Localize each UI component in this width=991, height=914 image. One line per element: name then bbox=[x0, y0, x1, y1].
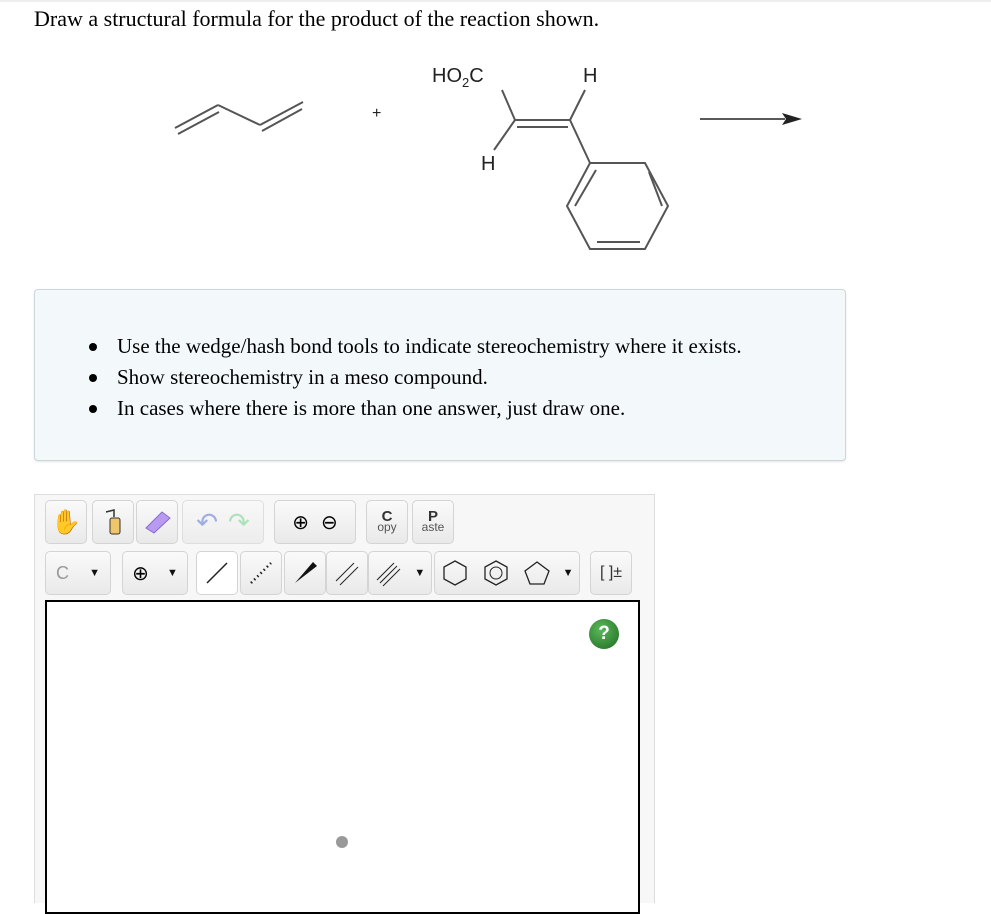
dropdown-arrow-icon[interactable]: ▼ bbox=[167, 567, 178, 579]
cyclopentane-icon[interactable] bbox=[522, 558, 552, 588]
help-button[interactable]: ? bbox=[589, 619, 619, 649]
ho2c-label: $HO_2C$ bbox=[432, 65, 484, 90]
hash-bond-icon bbox=[247, 559, 275, 587]
eraser-icon bbox=[142, 510, 172, 534]
zoom-group bbox=[274, 500, 356, 544]
ring-group bbox=[434, 551, 580, 595]
instructions-box bbox=[34, 289, 846, 461]
eraser-button[interactable] bbox=[136, 500, 178, 544]
atom-label: C bbox=[56, 562, 70, 583]
instruction-item: Use the wedge/hash bond tools to indicate stereochemistry where it exists. bbox=[117, 331, 742, 362]
canvas-dot bbox=[336, 836, 348, 848]
single-bond-icon bbox=[203, 559, 231, 587]
wedge-bond-icon bbox=[291, 559, 319, 587]
wash-bottle-icon bbox=[102, 508, 124, 536]
plus-sign: + bbox=[372, 105, 382, 122]
paste-button[interactable]: P aste bbox=[412, 500, 454, 544]
charge-selector[interactable] bbox=[122, 551, 188, 595]
cinnamic-acid bbox=[494, 90, 668, 249]
h-bottom-label: H bbox=[481, 153, 496, 175]
instruction-item: In cases where there is more than one answer, just draw one. bbox=[117, 393, 742, 424]
double-bond-button[interactable] bbox=[326, 551, 368, 595]
move-tool-button[interactable] bbox=[45, 500, 87, 544]
clear-button[interactable] bbox=[92, 500, 134, 544]
charge-bracket-button[interactable]: [ ]± bbox=[590, 551, 632, 595]
triple-bond-button[interactable] bbox=[368, 551, 432, 595]
hash-bond-button[interactable] bbox=[240, 551, 282, 595]
triple-bond-icon bbox=[375, 559, 403, 587]
plus-charge-icon: ⊕ bbox=[132, 562, 149, 585]
instruction-item: Show stereochemistry in a meso compound. bbox=[117, 362, 742, 393]
drawing-canvas[interactable] bbox=[45, 600, 640, 914]
dropdown-arrow-icon[interactable]: ▼ bbox=[89, 567, 100, 579]
h-top-label: H bbox=[583, 65, 598, 87]
zoom-in-icon[interactable]: ⊕ bbox=[292, 511, 309, 534]
dropdown-arrow-icon[interactable]: ▼ bbox=[414, 567, 426, 579]
single-bond-button[interactable] bbox=[196, 551, 238, 595]
wedge-bond-button[interactable] bbox=[284, 551, 326, 595]
benzene-icon[interactable] bbox=[481, 558, 511, 588]
undo-redo-group bbox=[182, 500, 264, 544]
zoom-out-icon[interactable]: ⊖ bbox=[321, 511, 338, 534]
butadiene bbox=[175, 102, 303, 134]
copy-button[interactable]: C opy bbox=[366, 500, 408, 544]
reaction-arrow bbox=[700, 113, 802, 125]
reaction-scheme bbox=[0, 0, 991, 280]
question-text: Draw a structural formula for the product of the reaction shown. bbox=[34, 6, 600, 31]
atom-selector[interactable] bbox=[45, 551, 111, 595]
double-bond-icon bbox=[333, 559, 361, 587]
hand-icon: ✋ bbox=[51, 508, 81, 536]
undo-icon[interactable]: ↶ bbox=[196, 506, 218, 537]
cyclohexane-icon[interactable] bbox=[440, 558, 470, 588]
dropdown-arrow-icon[interactable]: ▼ bbox=[562, 567, 574, 579]
redo-icon[interactable]: ↷ bbox=[228, 506, 250, 537]
